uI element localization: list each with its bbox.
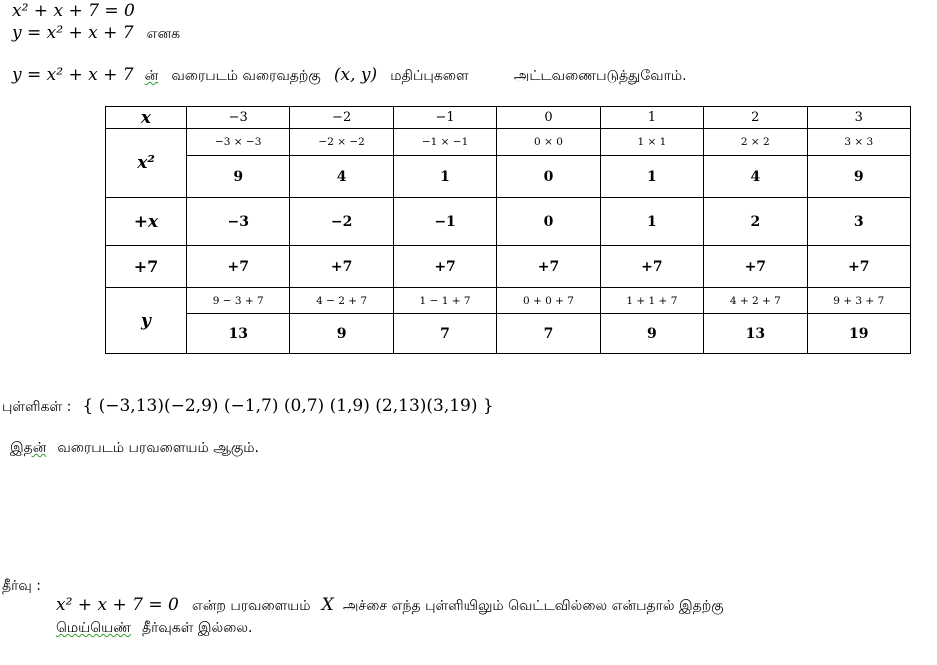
y-work: 4 + 2 + 7 bbox=[704, 288, 807, 314]
equation-2: y = x² + x + 7 bbox=[12, 23, 134, 43]
plus-7-value: +7 bbox=[497, 246, 600, 288]
equation-1: x² + x + 7 = 0 bbox=[12, 1, 135, 21]
solution-equation: x² + x + 7 = 0 bbox=[56, 595, 179, 615]
graph-note-word-1: இதன் bbox=[10, 440, 47, 456]
square-work: −1 × −1 bbox=[393, 129, 496, 156]
square-work: −3 × −3 bbox=[187, 129, 290, 156]
square-work: 3 × 3 bbox=[807, 129, 910, 156]
x-value: −1 bbox=[393, 107, 496, 129]
row-label-plus-7: +7 bbox=[106, 246, 187, 288]
intro-word-3: மதிப்புகளை bbox=[390, 68, 469, 84]
plus-x-value: −3 bbox=[187, 198, 290, 246]
plus-x-value: −1 bbox=[393, 198, 496, 246]
intro-word-4: அட்டவணைபடுத்துவோம். bbox=[513, 68, 687, 84]
square-work: −2 × −2 bbox=[290, 129, 393, 156]
y-value: 13 bbox=[704, 314, 807, 354]
x-value: 3 bbox=[807, 107, 910, 129]
square-value: 1 bbox=[393, 156, 496, 198]
y-work: 1 + 1 + 7 bbox=[600, 288, 703, 314]
points-label: புள்ளிகள் : bbox=[2, 399, 72, 415]
graph-note-line bbox=[10, 437, 259, 458]
equation-line-1 bbox=[12, 1, 135, 21]
x-value: −2 bbox=[290, 107, 393, 129]
square-value: 0 bbox=[497, 156, 600, 198]
y-work: 1 − 1 + 7 bbox=[393, 288, 496, 314]
intro-word-1: ன் bbox=[144, 68, 159, 84]
table-row-y-value bbox=[106, 314, 911, 354]
square-value: 9 bbox=[187, 156, 290, 198]
plus-7-value: +7 bbox=[807, 246, 910, 288]
x-value: 2 bbox=[704, 107, 807, 129]
row-label-plus-x: +x bbox=[106, 198, 187, 246]
points-set: { (−3,13)(−2,9) (−1,7) (0,7) (1,9) (2,13)(3,19) } bbox=[82, 396, 494, 416]
y-work: 9 − 3 + 7 bbox=[187, 288, 290, 314]
square-work: 1 × 1 bbox=[600, 129, 703, 156]
y-value: 13 bbox=[187, 314, 290, 354]
square-work: 2 × 2 bbox=[704, 129, 807, 156]
solution-word-3: மெய்யெண் bbox=[56, 620, 131, 636]
plus-x-value: 1 bbox=[600, 198, 703, 246]
y-value: 7 bbox=[497, 314, 600, 354]
intro-expression: y = x² + x + 7 bbox=[12, 65, 134, 85]
y-work: 9 + 3 + 7 bbox=[807, 288, 910, 314]
intro-word-2: வரைபடம் வரைவதற்கு bbox=[171, 68, 321, 84]
solution-line-1 bbox=[56, 595, 724, 616]
y-work: 0 + 0 + 7 bbox=[497, 288, 600, 314]
row-label-x: x bbox=[106, 107, 187, 129]
plus-x-value: 2 bbox=[704, 198, 807, 246]
table-row-plus-7 bbox=[106, 246, 911, 288]
row-label-y: y bbox=[106, 288, 187, 354]
solution-word-1: என்ற பரவளையம் bbox=[191, 598, 311, 614]
square-value: 1 bbox=[600, 156, 703, 198]
intro-line bbox=[12, 65, 687, 86]
plus-x-value: 0 bbox=[497, 198, 600, 246]
plus-7-value: +7 bbox=[290, 246, 393, 288]
y-work: 4 − 2 + 7 bbox=[290, 288, 393, 314]
table-row-plus-x bbox=[106, 198, 911, 246]
intro-pair: (x, y) bbox=[333, 65, 378, 85]
plus-7-value: +7 bbox=[600, 246, 703, 288]
solution-label: தீர்வு : bbox=[2, 578, 41, 594]
x-value: 0 bbox=[497, 107, 600, 129]
table-row-square-work bbox=[106, 129, 911, 156]
y-value: 9 bbox=[600, 314, 703, 354]
square-value: 4 bbox=[290, 156, 393, 198]
plus-7-value: +7 bbox=[393, 246, 496, 288]
plus-7-value: +7 bbox=[704, 246, 807, 288]
plus-x-value: 3 bbox=[807, 198, 910, 246]
table-row-square-value bbox=[106, 156, 911, 198]
y-value: 7 bbox=[393, 314, 496, 354]
y-value: 19 bbox=[807, 314, 910, 354]
row-label-x-squared: x² bbox=[106, 129, 187, 198]
x-value: 1 bbox=[600, 107, 703, 129]
plus-x-value: −2 bbox=[290, 198, 393, 246]
table-row-y-work bbox=[106, 288, 911, 314]
solution-line-2 bbox=[56, 617, 252, 638]
equation-line-2 bbox=[12, 23, 180, 44]
table-row-x bbox=[106, 107, 911, 129]
graph-note-word-2: வரைபடம் பரவளையம் ஆகும். bbox=[57, 440, 259, 456]
values-table bbox=[105, 106, 911, 354]
solution-word-4: தீர்வுகள் இல்லை. bbox=[141, 620, 253, 636]
square-value: 9 bbox=[807, 156, 910, 198]
square-value: 4 bbox=[704, 156, 807, 198]
square-work: 0 × 0 bbox=[497, 129, 600, 156]
equation-2-suffix: எனக bbox=[146, 26, 181, 42]
solution-word-2: அச்சை எந்த புள்ளியிலும் வெட்டவில்லை என்பதால் இதற்கு bbox=[342, 598, 724, 614]
plus-7-value: +7 bbox=[187, 246, 290, 288]
y-value: 9 bbox=[290, 314, 393, 354]
solution-axis: X bbox=[321, 595, 334, 615]
x-value: −3 bbox=[187, 107, 290, 129]
solution-label-line bbox=[2, 575, 41, 596]
points-line bbox=[2, 396, 494, 417]
